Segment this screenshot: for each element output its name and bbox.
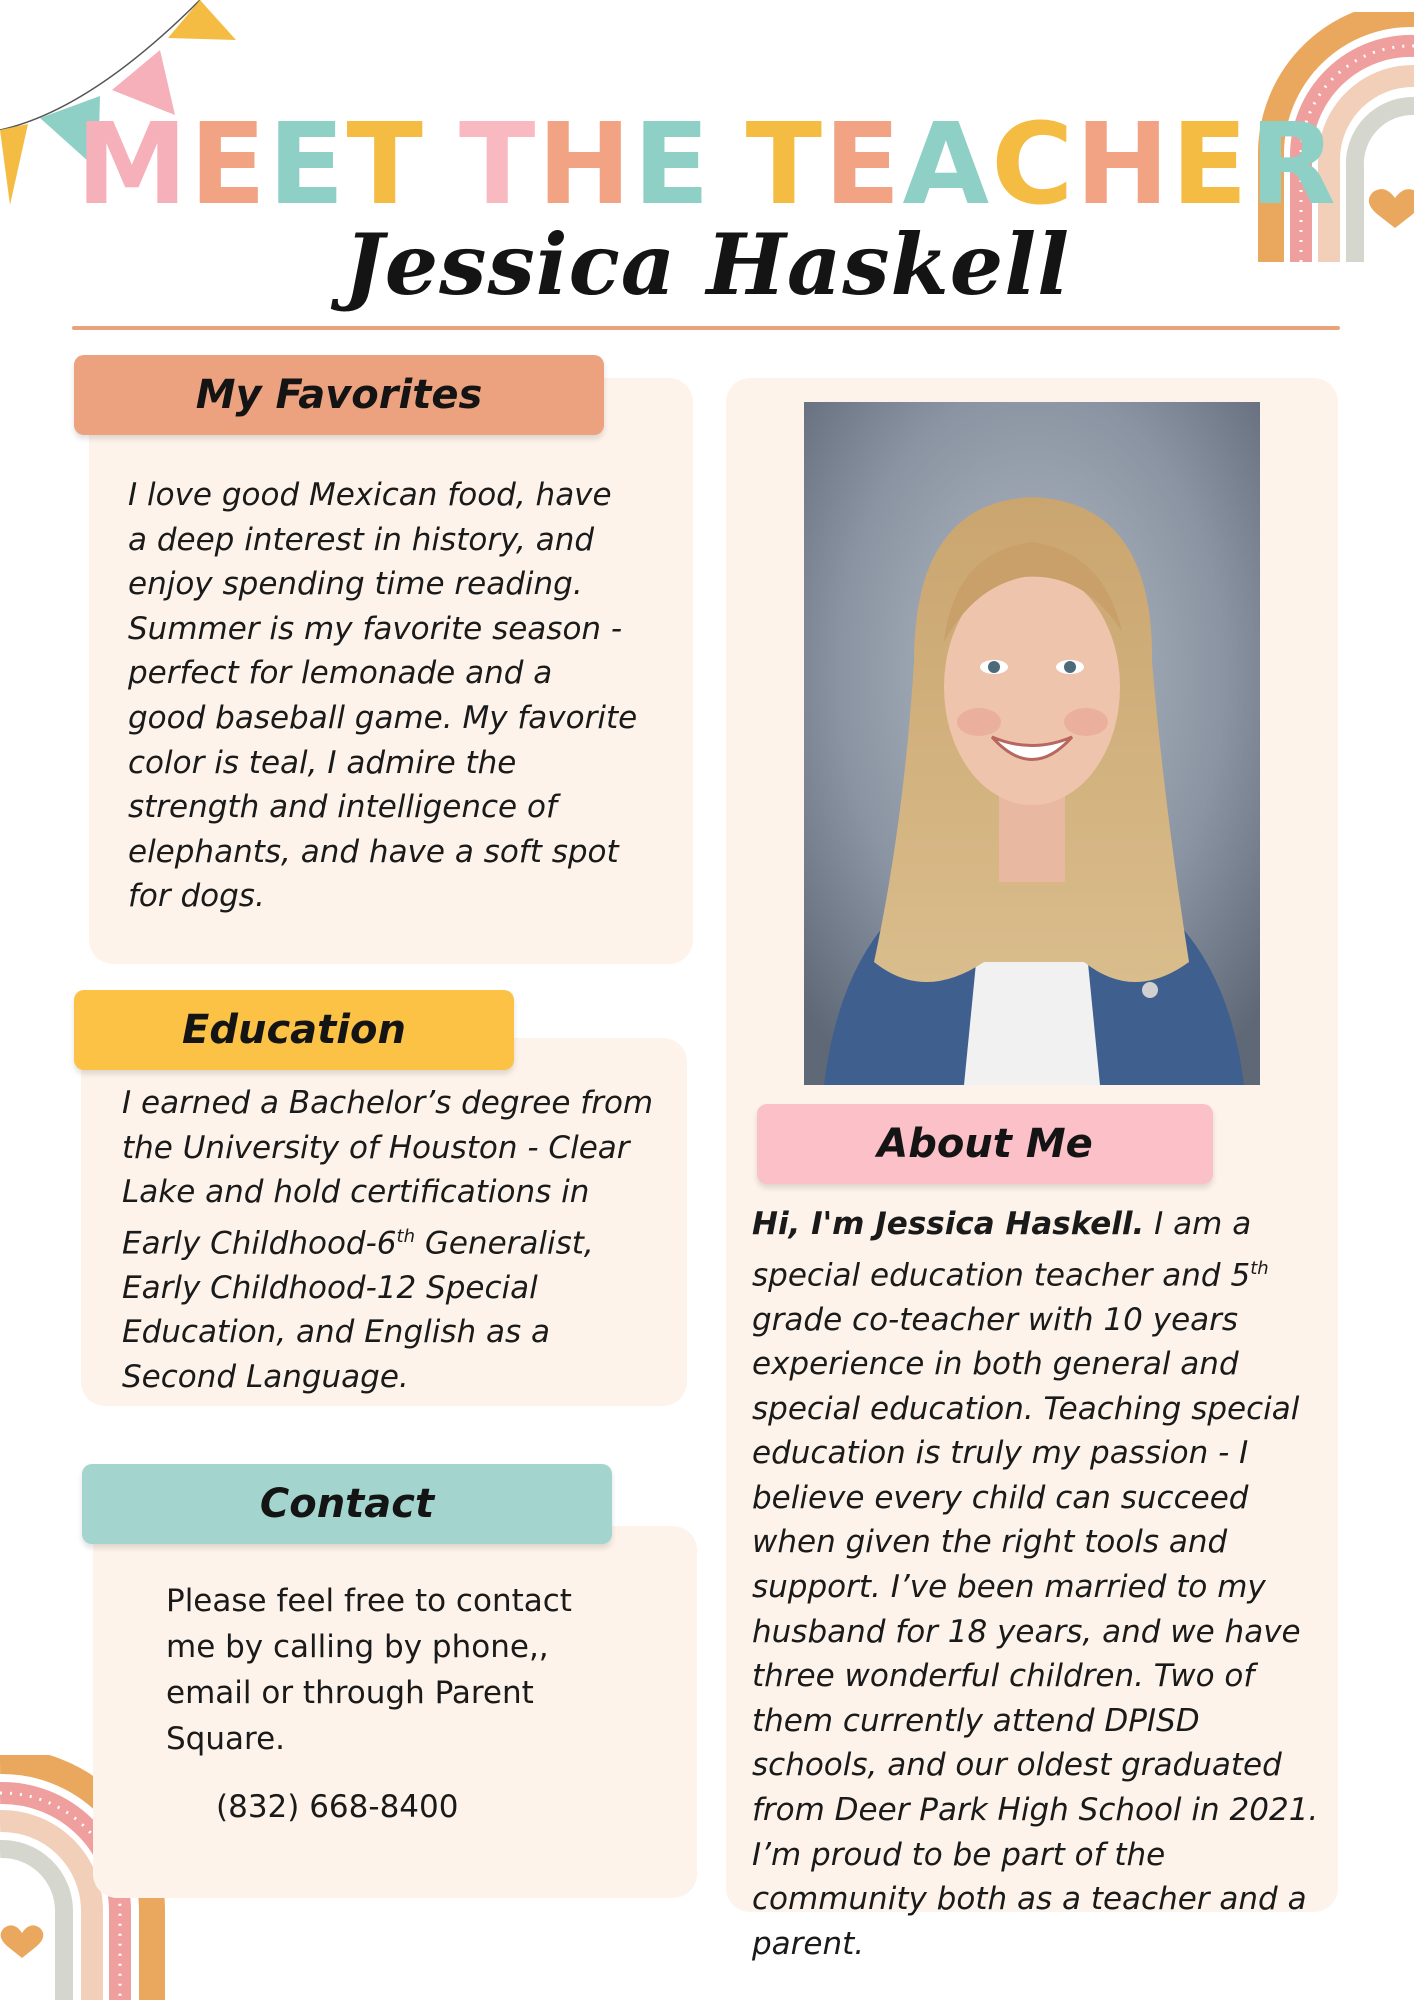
page-title bbox=[0, 100, 1414, 230]
teacher-photo bbox=[804, 402, 1260, 1085]
education-text-sup: th bbox=[396, 1225, 415, 1247]
education-text-part: Generalist, Early Childhood-12 Special Education, and English as a Second Language. bbox=[122, 1225, 594, 1395]
title-word bbox=[746, 100, 1338, 230]
title-letter: T bbox=[346, 100, 425, 230]
title-letter: E bbox=[1171, 100, 1250, 230]
about-label: About Me bbox=[757, 1104, 1213, 1184]
title-letter: C bbox=[991, 100, 1076, 230]
title-letter: E bbox=[633, 100, 712, 230]
title-letter: H bbox=[537, 100, 634, 230]
title-letter: E bbox=[189, 100, 269, 230]
title-letter: A bbox=[902, 100, 992, 230]
title-letter: H bbox=[1075, 100, 1172, 230]
about-text-part: I am a special education teacher and 5 bbox=[752, 1206, 1252, 1293]
about-greeting: Hi, I'm Jessica Haskell. bbox=[752, 1206, 1145, 1242]
contact-phone: (832) 668-8400 bbox=[216, 1789, 459, 1825]
title-word bbox=[459, 100, 712, 230]
title-word bbox=[76, 100, 425, 230]
contact-text: Please feel free to contact me by calling by phone,, email or through Parent Square. bbox=[166, 1583, 572, 1757]
favorites-text: I love good Mexican food, have a deep interest in history, and enjoy spending time reading. Summer is my favorite season - perfect for lemonade and a good baseball game. My favorite color is teal, I admire the strength and intelligence of elephants, and have a soft spot for dogs. bbox=[128, 477, 638, 915]
title-letter: E bbox=[824, 100, 903, 230]
title-letter: M bbox=[76, 100, 190, 230]
about-text-part: grade co-teacher with 10 years experience in both general and special education. Teaching special education is truly my passion - I believe every child can succeed when given the right tools and support. I’ve been married to my husband for 18 years, and we have three wonderful children. Two of them currently attend DPISD schools, and our oldest graduated from Deer Park High School in 2021. I’m proud to be part of the community both as a teacher and a parent. bbox=[752, 1301, 1319, 1962]
title-letter: R bbox=[1249, 100, 1338, 230]
divider bbox=[72, 326, 1340, 330]
education-label: Education bbox=[74, 990, 514, 1070]
teacher-name: Jessica Haskell bbox=[343, 215, 1071, 314]
title-letter: T bbox=[458, 100, 538, 230]
education-text bbox=[122, 1081, 662, 1399]
education-text-part: I earned a Bachelor’s degree from the University of Houston - Clear Lake and hold certifications in Early Childhood-6 bbox=[122, 1085, 654, 1262]
title-letter: E bbox=[268, 100, 347, 230]
about-text bbox=[752, 1202, 1327, 1966]
title-letter: T bbox=[745, 100, 825, 230]
contact-label: Contact bbox=[82, 1464, 612, 1544]
favorites-label: My Favorites bbox=[74, 355, 604, 435]
about-text-sup: th bbox=[1250, 1257, 1269, 1279]
